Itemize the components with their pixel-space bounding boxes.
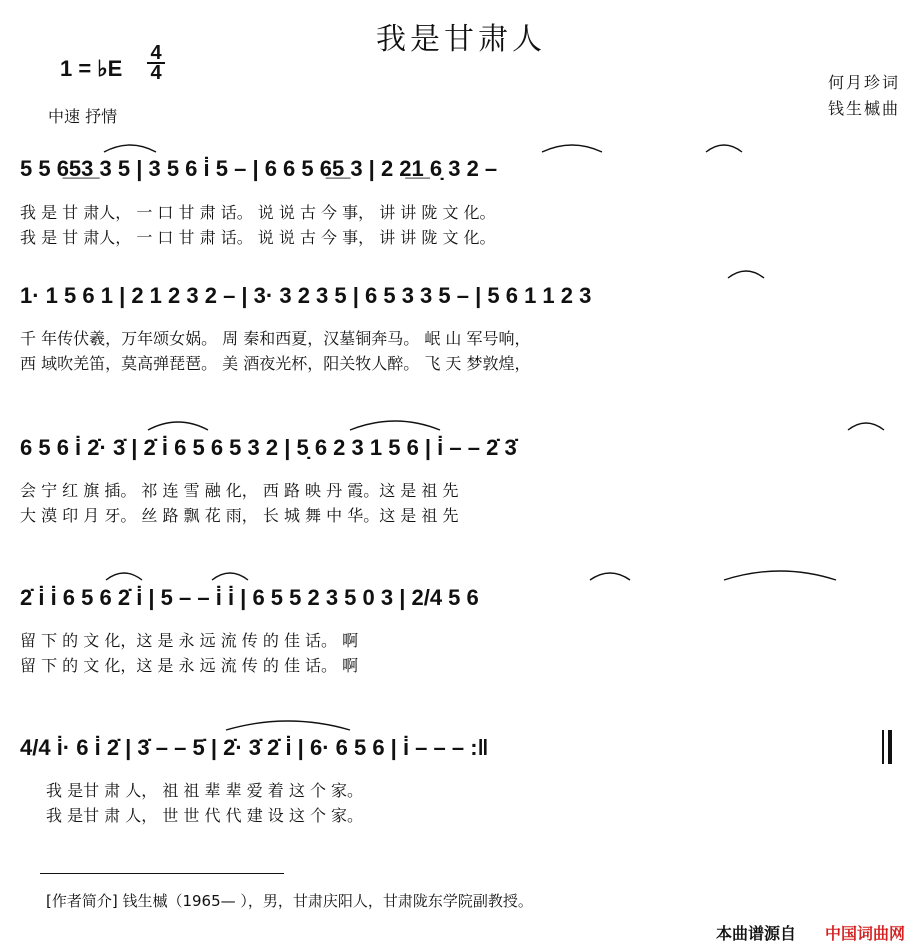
key-signature: 1 = ♭E — [60, 56, 123, 81]
system-5-notes: 4/4 i̇· 6 i̇ 2̇ | 3̇ – – 5̇ | 2̇· 3̇ 2̇ i̇ | 6· 6 5 6 | i̇ – – – :‖ — [20, 735, 489, 760]
system-5-lyrics-verse-1: 我 是甘 肃 人， 祖 祖 辈 辈 爱 着 这 个 家。 — [46, 781, 364, 800]
source-label: 本曲谱源自 — [716, 924, 797, 943]
system-4-notes: 2̇ i̇ i̇ 6 5 6 2̇ i̇ | 5 – – i̇ i̇ | 6 5 5 2 3 5 0 3 | 2/4 5 6 — [20, 585, 479, 610]
system-5-lyrics-verse-2: 我 是甘 肃 人， 世 世 代 代 建 设 这 个 家。 — [46, 806, 364, 825]
meter-bottom: 4 — [150, 62, 162, 84]
footnote-divider — [40, 873, 284, 874]
page-title: 我是甘肃人 — [376, 22, 546, 57]
repeat-barline-thin — [882, 730, 884, 764]
system-2-lyrics-verse-2: 西 域吹羌笛，莫高弹琵琶。 美 酒夜光杯，阳关牧人醉。 飞 天 梦敦煌， — [20, 354, 531, 373]
system-3-lyrics-verse-1: 会 宁 红 旗 插。 祁 连 雪 融 化， 西 路 映 丹 霞。这 是 祖 先 — [20, 481, 459, 500]
system-4-lyrics-verse-2: 留 下 的 文 化，这 是 永 远 流 传 的 佳 话。 啊 — [20, 656, 359, 675]
site-name: 中国词曲网 — [825, 924, 906, 943]
system-1-lyrics-verse-1: 我 是 甘 肃人， 一 口 甘 肃 话。 说 说 古 今 事， 讲 讲 陇 文 化。 — [20, 203, 496, 222]
system-4-lyrics-verse-1: 留 下 的 文 化，这 是 永 远 流 传 的 佳 话。 啊 — [20, 631, 359, 650]
system-3-notes: 6 5 6 i̇ 2̇· 3̇ | 2̇ i̇ 6 5 6 5 3 2 | 5̣ 6 2 3 1 5 6 | i̇ – – 2̇ 3̇ — [20, 435, 517, 460]
author-intro: [作者简介] 钱生槭（1965— ），男，甘肃庆阳人，甘肃陇东学院副教授。 — [46, 892, 533, 910]
repeat-barline-thick — [888, 730, 892, 764]
composer-credit: 钱生槭曲 — [827, 99, 900, 118]
system-1-lyrics-verse-2: 我 是 甘 肃人， 一 口 甘 肃 话。 说 说 古 今 事， 讲 讲 陇 文 化。 — [20, 228, 496, 247]
system-2-notes: 1· 1 5 6 1 | 2 1 2 3 2 – | 3· 3 2 3 5 | 6 5 3 3 5 – | 5 6 1 1 2 3 — [20, 283, 592, 308]
system-1-notes: 5 5 6̲5̲3̲ 3 5 | 3 5 6 i̇ 5 – | 6 6 5 6̲5̲ 3 | 2 2̲1̲ 6̣ 3 2 – — [20, 156, 498, 181]
tempo-marking: 中速 抒情 — [48, 107, 118, 126]
meter-top: 4 — [147, 44, 165, 64]
system-3-lyrics-verse-2: 大 漠 印 月 牙。 丝 路 飘 花 雨， 长 城 舞 中 华。这 是 祖 先 — [20, 506, 459, 525]
lyricist-credit: 何月珍词 — [827, 73, 900, 92]
system-2-lyrics-verse-1: 千 年传伏羲，万年颂女娲。 周 秦和西夏，汉墓铜奔马。 岷 山 军号响， — [20, 329, 531, 348]
